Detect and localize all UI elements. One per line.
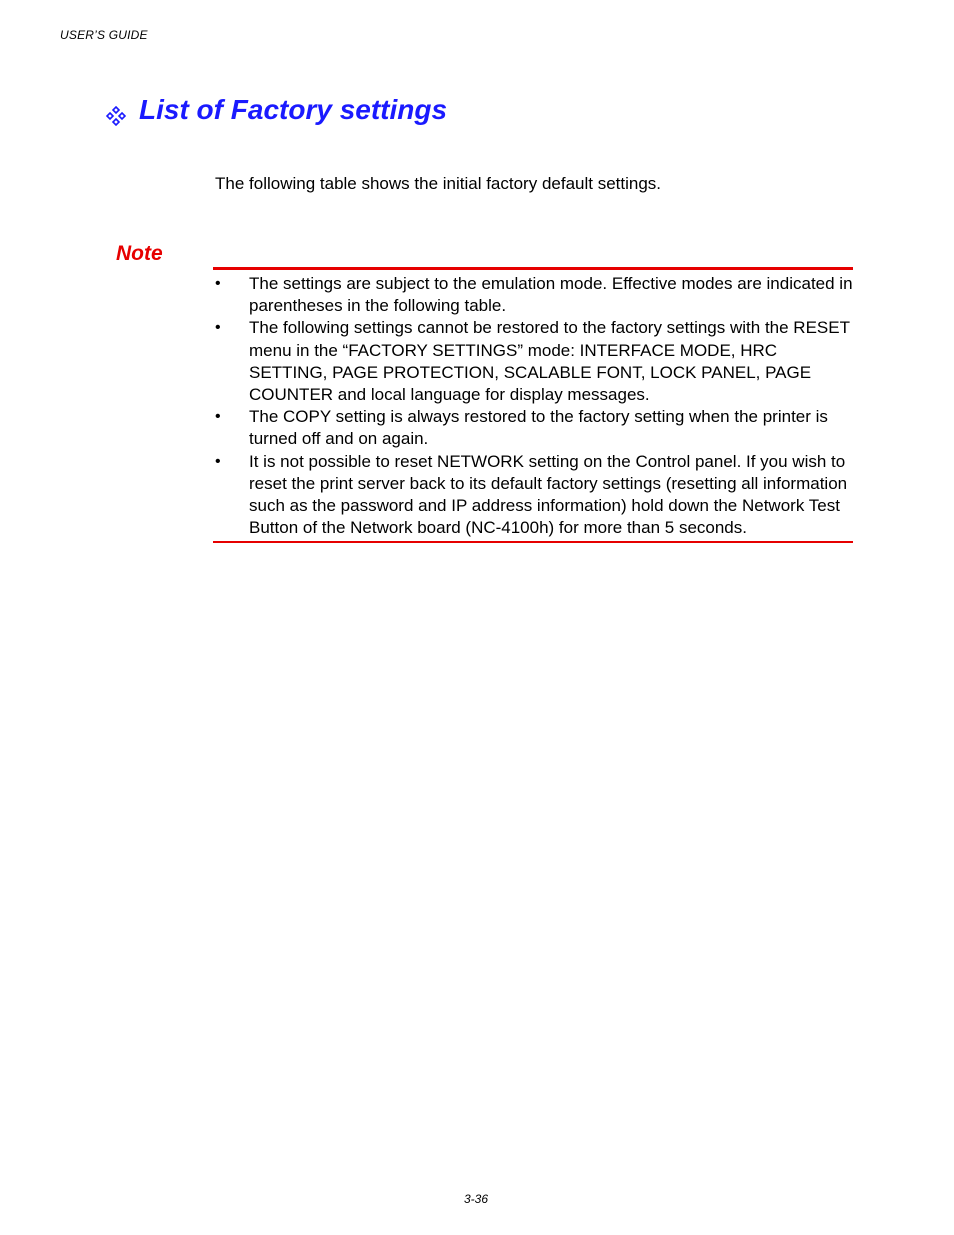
note-list <box>213 273 853 539</box>
note-item <box>213 317 853 406</box>
note-item <box>213 451 853 540</box>
intro-paragraph: The following table shows the initial factory default settings. <box>215 174 662 193</box>
running-header: USER’S GUIDE <box>60 28 148 42</box>
section-heading <box>106 94 447 126</box>
note-item <box>213 273 853 317</box>
four-diamond-icon <box>106 101 126 121</box>
note-item-text: The following settings cannot be restored to the factory settings with the RESET menu in the “FACTORY SETTINGS” mode: INTERFACE MODE, HRC SETTING, PAGE PROTECTION, SCALABLE FONT, LOCK PANEL, PAGE COUNTER and local language for display messages. <box>249 318 850 405</box>
page-number: 3-36 <box>464 1192 489 1206</box>
note-label: Note <box>116 242 163 265</box>
note-box <box>213 267 853 543</box>
note-item-text: The settings are subject to the emulation mode. Effective modes are indicated in parentheses in the following table. <box>249 274 853 316</box>
note-item-text: The COPY setting is always restored to the factory setting when the printer is turned off and on again. <box>249 407 828 449</box>
note-item <box>213 406 853 450</box>
note-item-text: It is not possible to reset NETWORK setting on the Control panel. If you wish to reset the print server back to its default factory settings (resetting all information such as the password and IP address information) hold down the Network Test Button of the Network board (NC-4100h) for more than 5 seconds. <box>249 451 848 538</box>
bullet-icon: • <box>215 275 221 292</box>
bullet-icon: • <box>215 319 221 337</box>
bullet-icon: • <box>215 408 221 426</box>
section-title: List of Factory settings <box>139 94 448 125</box>
bullet-icon: • <box>215 452 221 470</box>
